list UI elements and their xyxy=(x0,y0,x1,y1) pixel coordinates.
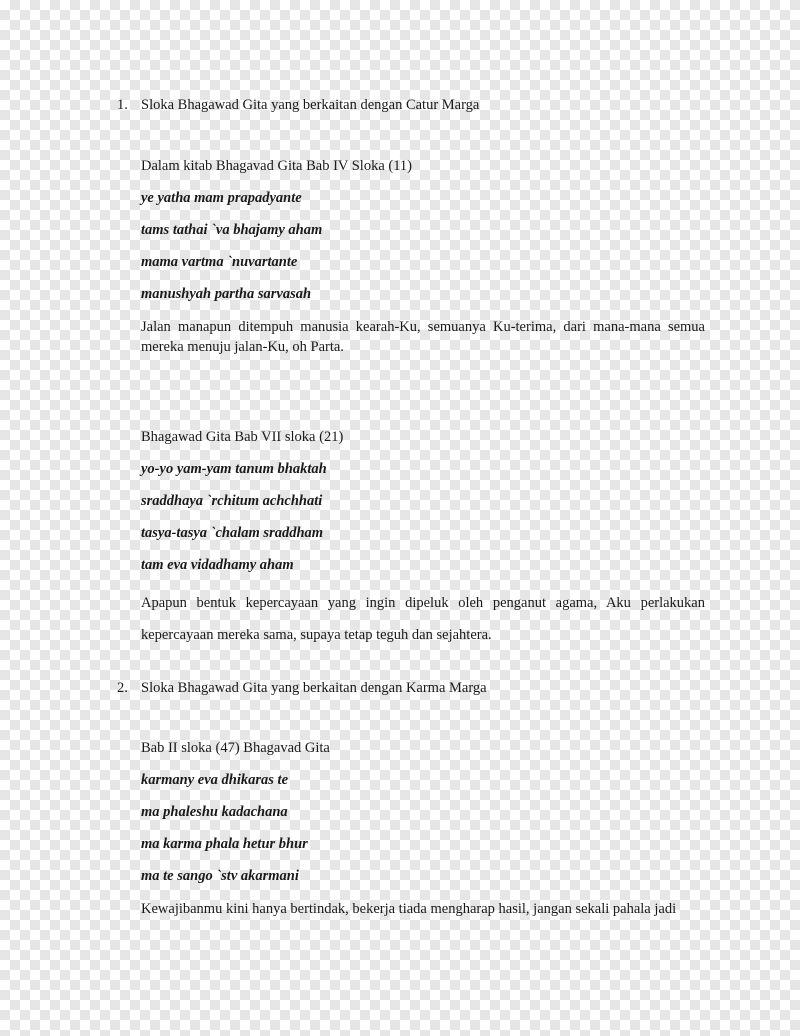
section-1-title: Sloka Bhagawad Gita yang berkaitan dengan Catur Marga xyxy=(141,97,480,113)
sloka-1-verse-line-1: ye yatha mam prapadyante xyxy=(141,190,302,206)
sloka-1-verse-line-3: mama vartma `nuvartante xyxy=(141,254,298,270)
sloka-3-verse-line-4: ma te sango `stv akarmani xyxy=(141,868,299,884)
section-2-number: 2. xyxy=(117,680,128,696)
sloka-1-verse-line-2: tams tathai `va bhajamy aham xyxy=(141,222,323,238)
section-1-number: 1. xyxy=(117,97,128,113)
sloka-3-verse-line-2: ma phaleshu kadachana xyxy=(141,804,288,820)
sloka-2-verse-line-3: tasya-tasya `chalam sraddham xyxy=(141,525,324,541)
sloka-2-translation: Apapun bentuk kepercayaan yang ingin dipeluk oleh penganut agama, Aku perlakukan kepercayaan mereka sama, supaya tetap teguh dan sejahtera. xyxy=(141,595,705,643)
sloka-1-translation: Jalan manapun ditempuh manusia kearah-Ku, semuanya Ku-terima, dari mana-mana semua mereka menuju jalan-Ku, oh Parta. xyxy=(141,319,705,355)
sloka-1-verse-line-4: manushyah partha sarvasah xyxy=(141,286,312,302)
sloka-3-verse-line-1: karmany eva dhikaras te xyxy=(141,772,289,788)
sloka-2-reference: Bhagawad Gita Bab VII sloka (21) xyxy=(141,429,344,445)
sloka-2-verse-line-4: tam eva vidadhamy aham xyxy=(141,557,294,573)
sloka-3-verse-line-3: ma karma phala hetur bhur xyxy=(141,836,308,852)
sloka-1-reference: Dalam kitab Bhagavad Gita Bab IV Sloka (11) xyxy=(141,158,413,174)
sloka-2-verse-line-1: yo-yo yam-yam tanum bhaktah xyxy=(141,461,327,477)
sloka-3-reference: Bab II sloka (47) Bhagavad Gita xyxy=(141,740,330,756)
section-2-title: Sloka Bhagawad Gita yang berkaitan dengan Karma Marga xyxy=(141,680,487,696)
sloka-3-translation: Kewajibanmu kini hanya bertindak, bekerja tiada mengharap hasil, jangan sekali pahala jadi xyxy=(141,901,677,917)
sloka-2-verse-line-2: sraddhaya `rchitum achchhati xyxy=(141,493,323,509)
